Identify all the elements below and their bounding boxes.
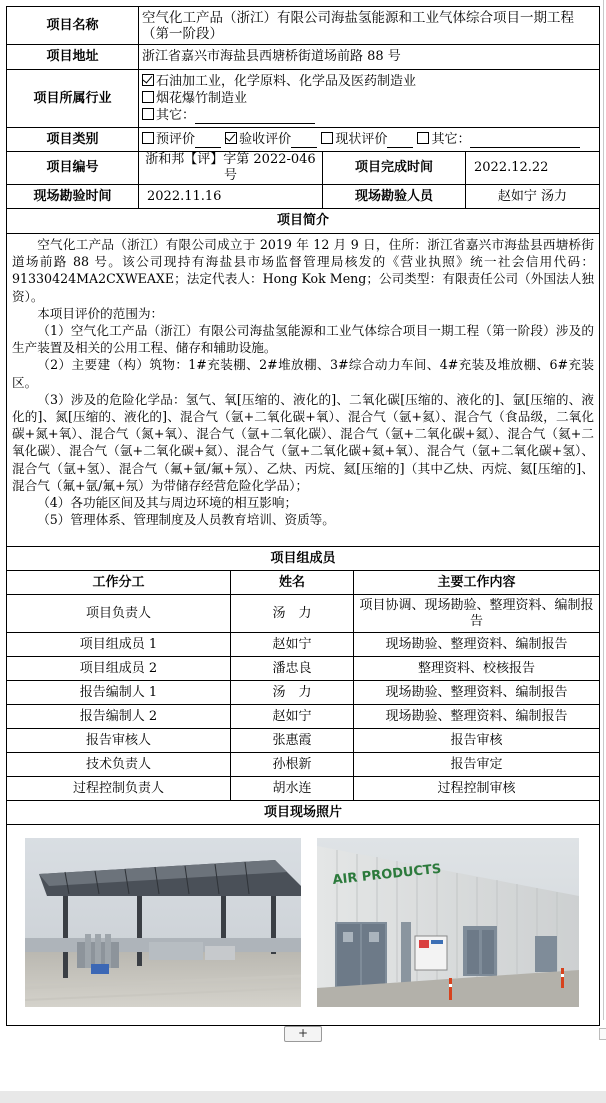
intro-paragraph: （1）空气化工产品（浙江）有限公司海盐氢能源和工业气体综合项目一期工程（第一阶段）涉及的生产装置及相关的公用工程、储存和辅助设施。 <box>12 323 594 356</box>
team-title: 项目组成员 <box>7 547 600 571</box>
site-photo-canopy <box>25 838 301 1007</box>
status-bar <box>0 1091 606 1103</box>
type-label: 项目类别 <box>7 128 139 152</box>
intro-paragraph: 本项目评价的范围为： <box>37 305 164 321</box>
name-value: 空气化工产品（浙江）有限公司海盐氢能源和工业气体综合项目一期工程（第一阶段） <box>139 7 600 45</box>
industry-checkbox-1 <box>142 74 154 86</box>
intro-paragraph: （4）各功能区间及其与周边环境的相互影响； <box>37 495 298 511</box>
team-name: 张惠霞 <box>231 729 354 753</box>
table-row <box>7 657 600 681</box>
team-col-work: 主要工作内容 <box>354 571 600 595</box>
team-col-role: 工作分工 <box>7 571 231 595</box>
team-work: 现场勘验、整理资料、编制报告 <box>354 633 600 657</box>
surveyor-label: 现场勘验人员 <box>323 185 466 209</box>
team-work: 整理资料、校核报告 <box>354 657 600 681</box>
team-name: 胡水连 <box>231 777 354 801</box>
type-option-4: 其它： <box>431 131 471 147</box>
table-row <box>7 633 600 657</box>
team-work: 现场勘验、整理资料、编制报告 <box>354 705 600 729</box>
industry-option-1: 石油加工业，化学原料、化学品及医药制造业 <box>156 74 417 89</box>
team-name: 潘忠良 <box>231 657 354 681</box>
survey-value: 2022.11.16 <box>139 185 323 209</box>
team-work: 过程控制审核 <box>354 777 600 801</box>
team-work: 报告审核 <box>354 729 600 753</box>
report-page <box>6 6 599 1021</box>
project-info-table <box>6 6 600 1026</box>
type-blank-2 <box>291 147 317 148</box>
address-value: 浙江省嘉兴市海盐县西塘桥街道场前路 88 号 <box>139 45 600 70</box>
table-row <box>7 595 600 633</box>
resize-handle[interactable] <box>599 1028 606 1040</box>
survey-label: 现场勘验时间 <box>7 185 139 209</box>
page-scroll-edge <box>603 0 604 1020</box>
table-row <box>7 777 600 801</box>
type-checkbox-2 <box>225 132 237 144</box>
team-name: 赵如宁 <box>231 705 354 729</box>
team-role: 项目组成员 1 <box>7 633 231 657</box>
table-row <box>7 681 600 705</box>
type-checkbox-1 <box>142 132 154 144</box>
add-row-button[interactable]: + <box>284 1026 322 1042</box>
industry-other-blank <box>195 123 315 124</box>
intro-paragraph: （3）涉及的危险化学品：氢气、氧[压缩的、液化的]、二氧化碳[压缩的、液化的]、氩[压缩的、液化的]、氮[压缩的、液化的]、混合气（氩+二氧化碳+氧）、混合气（氩+氦）、混合气（食品级，二氧化碳+氮+氧）、混合气（氮+氧）、混合气（氩+二氧化碳）、混合气（氩+二氧化碳+氦）、混合气（氦+二氧化碳）、混合气（氩+二氧化碳+氦）、混合气（氩+二氧化碳+氦+氧）、混合气（氩+二氧化碳+氢）、混合气（氩+氢）、混合气（氟+氩/氟+氖）、乙炔、丙烷、氦[压缩的]（其中乙炔、丙烷、氦[压缩的]、混合气（氟+氩/氟+氖）为带储存经营危险化学品）； <box>12 391 594 493</box>
photos-title: 项目现场照片 <box>7 801 600 825</box>
type-blank-3 <box>387 147 413 148</box>
surveyor-value: 赵如宁 汤力 <box>466 185 600 209</box>
industry-option-3: 其它： <box>156 108 196 123</box>
industry-checkbox-2 <box>142 91 154 103</box>
table-row <box>7 729 600 753</box>
intro-paragraph: （2）主要建（构）筑物：1#充装棚、2#堆放棚、3#综合动力车间、4#充装及堆放棚、6#充装区。 <box>12 357 594 390</box>
intro-title: 项目简介 <box>7 209 600 234</box>
site-photo-building <box>317 838 579 1007</box>
table-row <box>7 705 600 729</box>
code-label: 项目编号 <box>7 152 139 185</box>
team-role: 过程控制负责人 <box>7 777 231 801</box>
intro-paragraph: 空气化工产品（浙江）有限公司成立于 2019 年 12 月 9 日，住所：浙江省嘉兴市海盐县西塘桥街道场前路 88 号。该公司现持有海盐县市场监督管理局核发的《营业执照》统一社会信用代码：91330424MA2CXWEAXE；法定代表人：Hong Kok Meng；公司类型：有限责任公司（外国法人独资）。 <box>12 237 594 304</box>
industry-label: 项目所属行业 <box>7 70 139 128</box>
building-sign-text: AIR PRODUCTS <box>331 861 442 888</box>
team-work: 报告审定 <box>354 753 600 777</box>
code-value: 浙和邦【评】字第 2022-046 号 <box>139 152 323 185</box>
done-label: 项目完成时间 <box>323 152 466 185</box>
team-role: 技术负责人 <box>7 753 231 777</box>
done-value: 2022.12.22 <box>466 152 600 185</box>
team-name: 孙根新 <box>231 753 354 777</box>
industry-options <box>139 70 600 128</box>
type-option-3: 现状评价 <box>335 131 388 147</box>
team-role: 项目组成员 2 <box>7 657 231 681</box>
type-blank-4 <box>470 147 580 148</box>
team-role: 项目负责人 <box>7 595 231 633</box>
team-name: 汤 力 <box>231 595 354 633</box>
type-blank-1 <box>195 147 221 148</box>
name-label: 项目名称 <box>7 7 139 45</box>
team-role: 报告编制人 2 <box>7 705 231 729</box>
team-role: 报告编制人 1 <box>7 681 231 705</box>
industry-checkbox-3 <box>142 108 154 120</box>
table-row <box>7 753 600 777</box>
intro-body <box>7 234 600 547</box>
type-options <box>139 128 600 152</box>
photos-cell <box>7 825 600 1026</box>
team-col-name: 姓名 <box>231 571 354 595</box>
team-work: 现场勘验、整理资料、编制报告 <box>354 681 600 705</box>
type-checkbox-4 <box>417 132 429 144</box>
team-work: 项目协调、现场勘验、整理资料、编制报告 <box>354 595 600 633</box>
type-option-1: 预评价 <box>156 131 196 147</box>
team-role: 报告审核人 <box>7 729 231 753</box>
team-name: 赵如宁 <box>231 633 354 657</box>
type-checkbox-3 <box>321 132 333 144</box>
team-name: 汤 力 <box>231 681 354 705</box>
type-option-2: 验收评价 <box>239 131 292 147</box>
intro-paragraph: （5）管理体系、管理制度及人员教育培训、资质等。 <box>37 512 335 528</box>
address-label: 项目地址 <box>7 45 139 70</box>
industry-option-2: 烟花爆竹制造业 <box>156 91 248 106</box>
